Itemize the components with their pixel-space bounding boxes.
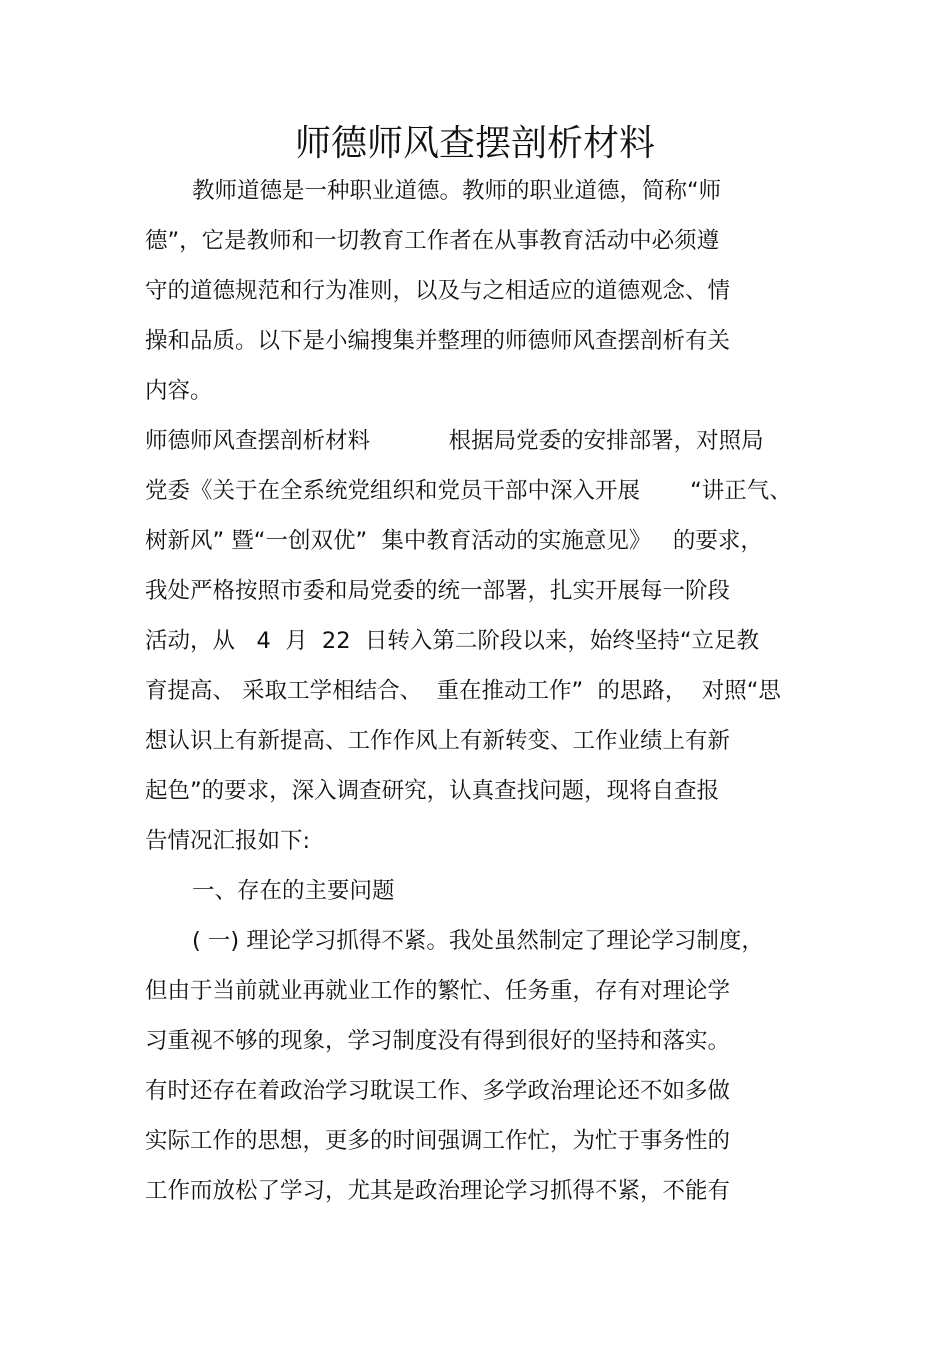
text-line: 操和品质。以下是小编搜集并整理的师德师风查摆剖析有关 <box>145 328 731 354</box>
text-line: 习重视不够的现象，学习制度没有得到很好的坚持和落实。 <box>145 1028 731 1054</box>
text-line: 想认识上有新提高、工作作风上有新转变、工作业绩上有新 <box>145 728 731 754</box>
text-line: 师德师风查摆剖析材料 根据局党委的安排部署，对照局 <box>145 428 764 454</box>
text-line: 我处严格按照市委和局党委的统一部署，扎实开展每一阶段 <box>145 578 731 604</box>
text-line: 告情况汇报如下: <box>145 828 311 854</box>
text-line: 教师道德是一种职业道德。教师的职业道德，简称“师 <box>192 178 722 204</box>
text-line: 有时还存在着政治学习耽误工作、多学政治理论还不如多做 <box>145 1078 731 1104</box>
text-line: 内容。 <box>145 378 213 404</box>
text-line: 育提高、 采取工学相结合、 重在推动工作” 的思路， 对照“思 <box>145 678 781 704</box>
text-line: 起色”的要求，深入调查研究，认真查找问题，现将自查报 <box>145 778 720 804</box>
text-line: 德”，它是教师和一切教育工作者在从事教育活动中必须遵 <box>145 228 720 254</box>
text-line: 党委《关于在全系统党组织和党员干部中深入开展 “讲正气、 <box>145 478 792 504</box>
text-line: 工作而放松了学习，尤其是政治理论学习抓得不紧，不能有 <box>145 1178 731 1204</box>
text-line: 实际工作的思想，更多的时间强调工作忙，为忙于事务性的 <box>145 1128 731 1154</box>
text-line: 树新风” 暨“一创双优” 集中教育活动的实施意见》 的要求， <box>145 528 763 554</box>
text-line: 活动，从 4 月 22 日转入第二阶段以来，始终坚持“立足教 <box>145 628 759 654</box>
document-title: 师德师风查摆剖析材料 <box>294 123 655 164</box>
text-line: 守的道德规范和行为准则，以及与之相适应的道德观念、情 <box>145 278 731 304</box>
text-line: ( 一) 理论学习抓得不紧。我处虽然制定了理论学习制度， <box>192 928 764 954</box>
section-heading: 一、存在的主要问题 <box>192 878 395 904</box>
text-line: 但由于当前就业再就业工作的繁忙、任务重，存有对理论学 <box>145 978 731 1004</box>
